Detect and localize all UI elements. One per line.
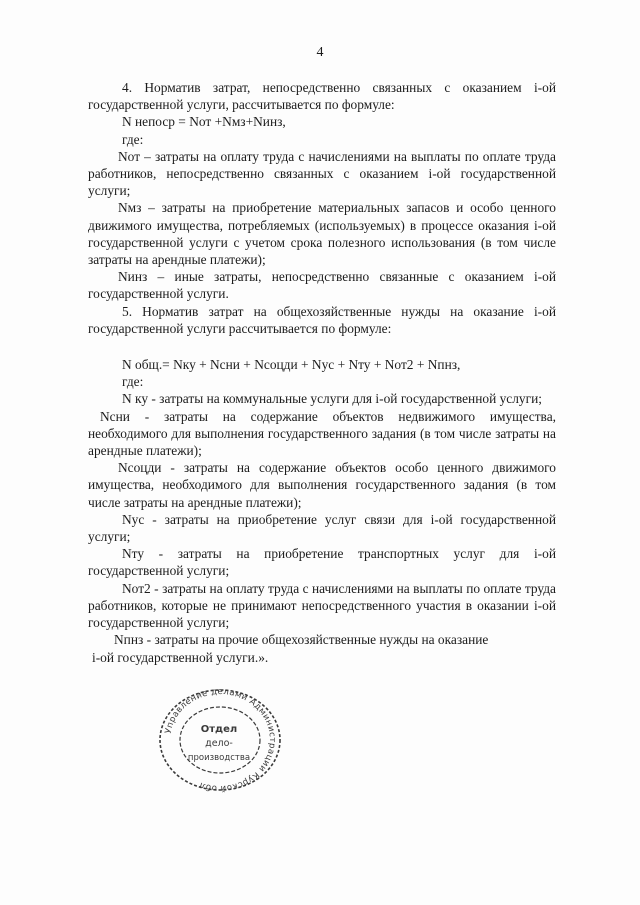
definition-ninz: Nинз – иные затраты, непосредственно связанные с оказанием i-ой государственной услуги. bbox=[88, 269, 556, 302]
definition-nku: N ку - затраты на коммунальные услуги для i-ой государственной услуги; bbox=[122, 391, 542, 407]
definition-not2: Nот2 - затраты на оплату труда с начислениями на выплаты по оплате труда работников, которые не принимают непосредственного участия в оказании i-ой государственной услуги; bbox=[88, 580, 556, 631]
office-stamp bbox=[155, 688, 285, 793]
stamp-center-line-1: Отдел bbox=[200, 724, 238, 735]
definition-nsocdi: Nсоцди - затраты на содержание объектов особо ценного движимого имущества, необходимого для выполнения государственного задания (в том числе затраты на арендные платежи); bbox=[88, 460, 556, 510]
document-body bbox=[88, 79, 556, 666]
definition-nus: Nус - затраты на приобретение услуг связи для i-ой государственной услуги; bbox=[88, 511, 556, 545]
formula-where-label-2: где: bbox=[122, 374, 144, 390]
formula-general-costs: N общ.= Nку + Nсни + Nсоцди + Nус + Nту + Nот2 + Nпнз, bbox=[122, 357, 461, 373]
page-number: 4 bbox=[316, 45, 324, 60]
definition-nmz: Nмз – затраты на приобретение материальных запасов и особо ценного движимого имущества, потребляемых (используемых) в процессе оказания i-ой государственной услуги с учетом срока полезного использования (в том числе затраты на арендные платежи); bbox=[88, 200, 556, 268]
paragraph-norm-5: 5. Норматив затрат на общехозяйственные нужды на оказание i-ой государственной услуги рассчитывается по формуле: bbox=[88, 303, 556, 336]
stamp-seal-icon bbox=[155, 688, 285, 793]
spacer bbox=[88, 337, 556, 356]
paragraph-norm-4: 4. Норматив затрат, непосредственно связанных с оказанием i-ой государственной услуги, рассчитывается по формуле: bbox=[88, 80, 556, 113]
definition-npnz: Nпнз - затраты на прочие общехозяйственные нужды на оказание bbox=[114, 632, 489, 648]
definition-npnz-continued: i-ой государственной услуги.». bbox=[92, 649, 269, 665]
definition-nsni: Nсни - затраты на содержание объектов недвижимого имущества, необходимого для выполнения государственного задания (в том числе затраты на арендные платежи); bbox=[88, 408, 556, 459]
stamp-ring-text: Управление делами Администрации Курской обл bbox=[163, 688, 278, 793]
stamp-center-line-2: дело- bbox=[205, 738, 233, 749]
formula-where-label: где: bbox=[122, 131, 144, 147]
definition-not: Nот – затраты на оплату труда с начислениями на выплаты по оплате труда работников, непосредственно связанных с оказанием i-ой государственной услуги; bbox=[88, 148, 556, 199]
formula-direct-costs: N непоср = Nот +Nмз+Nинз, bbox=[122, 114, 286, 130]
definition-nty: Nту - затраты на приобретение транспортных услуг для i-ой государственной услуги; bbox=[88, 546, 556, 579]
stamp-center-line-3: производства bbox=[187, 753, 251, 763]
